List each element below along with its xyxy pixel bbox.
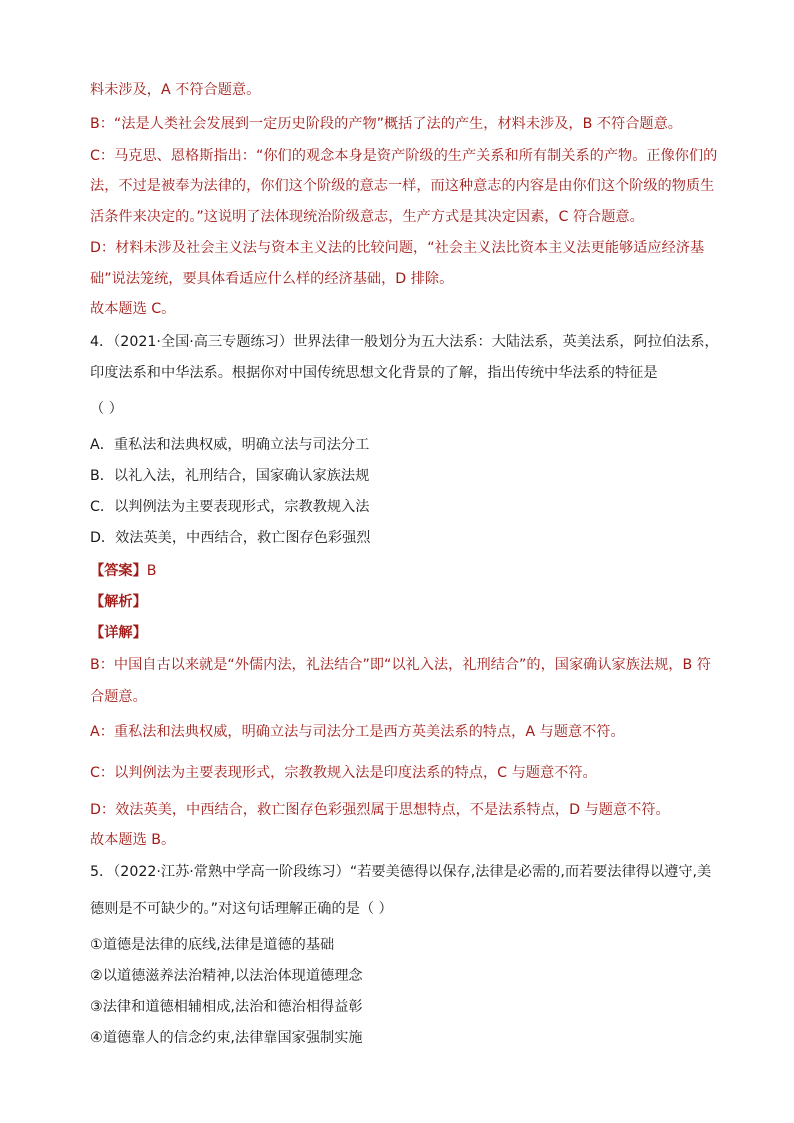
question5-item-1: ①道德是法律的底线,法律是道德的基础 bbox=[90, 937, 335, 953]
question5-item-4: ④道德靠人的信念约束,法律靠国家强制实施 bbox=[90, 1030, 363, 1046]
question5-stem-line2: 德则是不可缺少的。”对这句话理解正确的是（ ） bbox=[90, 901, 393, 917]
detail-label: 【详解】 bbox=[90, 625, 147, 641]
analysis-conclusion: 故本题选 C。 bbox=[90, 301, 176, 317]
question4-analysis-b-line1: B：中国自古以来就是“外儒内法，礼法结合”即“以礼入法，礼刑结合”的，国家确认家族法规，B 符 bbox=[90, 657, 711, 673]
question4-option-c: C．以判例法为主要表现形式，宗教教规入法 bbox=[90, 499, 370, 515]
answer-label: 【答案】 bbox=[90, 563, 147, 579]
analysis-a-tail: 料未涉及，A 不符合题意。 bbox=[90, 82, 261, 98]
answer-value: B bbox=[146, 563, 157, 579]
question4-analysis-c: C：以判例法为主要表现形式，宗教教规入法是印度法系的特点，C 与题意不符。 bbox=[90, 765, 597, 781]
analysis-label: 【解析】 bbox=[90, 594, 147, 610]
question5-stem-line1: 5．（2022·江苏·常熟中学高一阶段练习）“若要美德得以保存,法律是必需的,而若要法律得以遵守,美 bbox=[90, 864, 712, 880]
question4-conclusion: 故本题选 B。 bbox=[90, 832, 176, 848]
analysis-option-d-line2: 础”说法笼统，要具体看适应什么样的经济基础，D 排除。 bbox=[90, 271, 454, 287]
answer-line bbox=[90, 561, 157, 581]
analysis-option-d-line1: D：材料未涉及社会主义法与资本主义法的比较问题，“社会主义法比资本主义法更能够适应经济基 bbox=[90, 240, 705, 256]
question4-stem-line2: 印度法系和中华法系。根据你对中国传统思想文化背景的了解，指出传统中华法系的特征是 bbox=[90, 365, 658, 381]
question4-option-d: D．效法英美，中西结合，救亡图存色彩强烈 bbox=[90, 530, 371, 546]
question5-item-2: ②以道德滋养法治精神,以法治体现道德理念 bbox=[90, 968, 363, 984]
question4-option-b: B．以礼入法，礼刑结合，国家确认家族法规 bbox=[90, 468, 370, 484]
analysis-option-c-line3: 活条件来决定的。”这说明了法体现统治阶级意志，生产方式是其决定因素，C 符合题意。 bbox=[90, 209, 644, 225]
question4-stem-line1: 4．（2021·全国·高三专题练习）世界法律一般划分为五大法系：大陆法系，英美法系，阿拉伯法系， bbox=[90, 334, 719, 350]
question4-analysis-a: A：重私法和法典权威，明确立法与司法分工是西方英美法系的特点，A 与题意不符。 bbox=[90, 724, 625, 740]
question4-option-a: A．重私法和法典权威，明确立法与司法分工 bbox=[90, 437, 370, 453]
question4-analysis-b-line2: 合题意。 bbox=[90, 689, 147, 705]
question5-item-3: ③法律和道德相辅相成,法治和德治相得益彰 bbox=[90, 999, 363, 1015]
question4-blank: （ ） bbox=[90, 401, 123, 417]
analysis-option-b: B：“法是人类社会发展到一定历史阶段的产物”概括了法的产生，材料未涉及，B 不符合题意。 bbox=[90, 116, 682, 132]
analysis-option-c-line2: 法，不过是被奉为法律的，你们这个阶级的意志一样，而这种意志的内容是由你们这个阶级的物质生 bbox=[90, 178, 715, 194]
question4-analysis-d: D：效法英美，中西结合，救亡图存色彩强烈属于思想特点，不是法系特点，D 与题意不符。 bbox=[90, 802, 670, 818]
analysis-option-c-line1: C：马克思、恩格斯指出：“你们的观念本身是资产阶级的生产关系和所有制关系的产物。正像你们的 bbox=[90, 148, 718, 164]
